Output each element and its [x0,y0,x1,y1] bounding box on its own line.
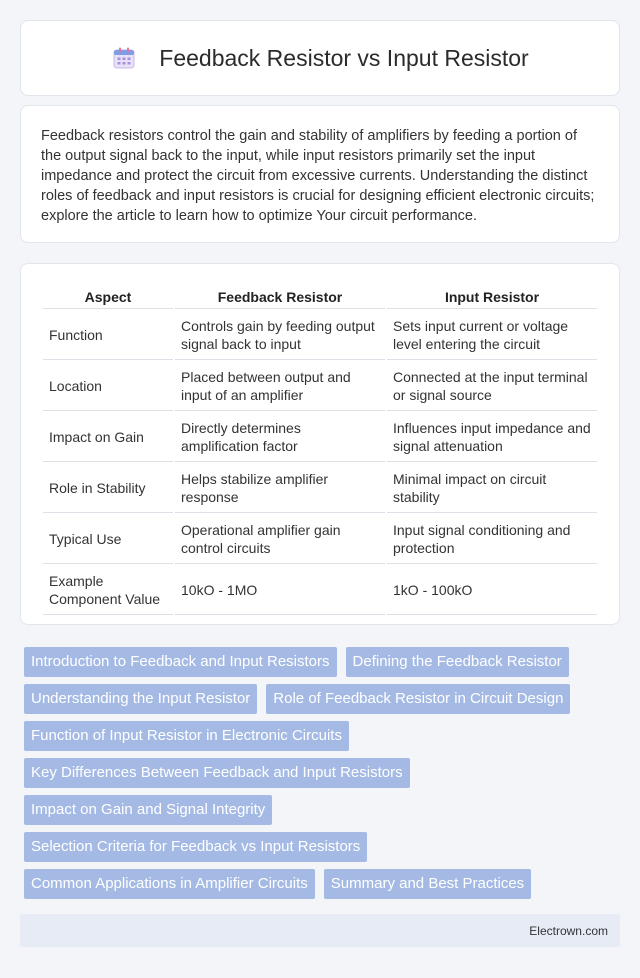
aspect-cell: Location [43,362,173,411]
input-cell: Minimal impact on circuit stability [387,464,597,513]
link-row [24,832,624,862]
feedback-cell: Helps stabilize amplifier response [175,464,385,513]
aspect-cell: Function [43,311,173,360]
intro-card [20,105,620,243]
aspect-cell: Role in Stability [43,464,173,513]
link-row [24,684,624,714]
topic-link-common-applications[interactable]: Common Applications in Amplifier Circuits [24,869,315,899]
topic-link-understanding-input-resistor[interactable]: Understanding the Input Resistor [24,684,257,714]
topic-link-summary[interactable]: Summary and Best Practices [324,869,531,899]
feedback-cell: Controls gain by feeding output signal back to input [175,311,385,360]
feedback-cell: Placed between output and input of an amplifier [175,362,385,411]
topic-link-impact-gain[interactable]: Impact on Gain and Signal Integrity [24,795,272,825]
topic-link-introduction[interactable]: Introduction to Feedback and Input Resistors [24,647,337,677]
link-row [24,869,624,899]
aspect-cell: Impact on Gain [43,413,173,462]
input-cell: Influences input impedance and signal attenuation [387,413,597,462]
input-cell: Sets input current or voltage level entering the circuit [387,311,597,360]
feedback-cell: Directly determines amplification factor [175,413,385,462]
table-row [43,515,597,564]
aspect-cell: Typical Use [43,515,173,564]
table-row [43,464,597,513]
table-header-row [43,286,597,309]
input-cell: 1kO - 100kO [387,566,597,615]
footer-brand[interactable]: Electrown.com [529,924,608,938]
input-cell: Input signal conditioning and protection [387,515,597,564]
table-row [43,413,597,462]
table-row [43,362,597,411]
page-title: Feedback Resistor vs Input Resistor [159,44,529,71]
header-aspect: Aspect [43,286,173,309]
topic-links [24,647,624,906]
comparison-table [41,284,599,617]
footer [20,914,620,947]
link-row [24,758,624,788]
link-row [24,647,624,677]
link-row [24,721,624,751]
topic-link-role-feedback-resistor[interactable]: Role of Feedback Resistor in Circuit Design [266,684,570,714]
intro-paragraph: Feedback resistors control the gain and stability of amplifiers by feeding a portion of the output signal back to the input, while input resistors primarily set the input impedance and protect the circuit from excessive currents. Understanding the distinct roles of feedback and input resistors is crucial for designing efficient electronic circuits; explore the article to learn how to optimize Your circuit performance. [41,128,595,224]
title-card [20,20,620,96]
feedback-cell: 10kO - 1MO [175,566,385,615]
table-row [43,566,597,615]
comparison-table-card [20,263,620,625]
header-feedback-resistor: Feedback Resistor [175,286,385,309]
input-cell: Connected at the input terminal or signal source [387,362,597,411]
topic-link-defining-feedback-resistor[interactable]: Defining the Feedback Resistor [346,647,569,677]
feedback-cell: Operational amplifier gain control circuits [175,515,385,564]
topic-link-key-differences[interactable]: Key Differences Between Feedback and Input Resistors [24,758,410,788]
link-row [24,795,624,825]
calendar-icon [111,45,137,71]
topic-link-selection-criteria[interactable]: Selection Criteria for Feedback vs Input Resistors [24,832,367,862]
aspect-cell: Example Component Value [43,566,173,615]
topic-link-function-input-resistor[interactable]: Function of Input Resistor in Electronic Circuits [24,721,349,751]
header-input-resistor: Input Resistor [387,286,597,309]
table-row [43,311,597,360]
